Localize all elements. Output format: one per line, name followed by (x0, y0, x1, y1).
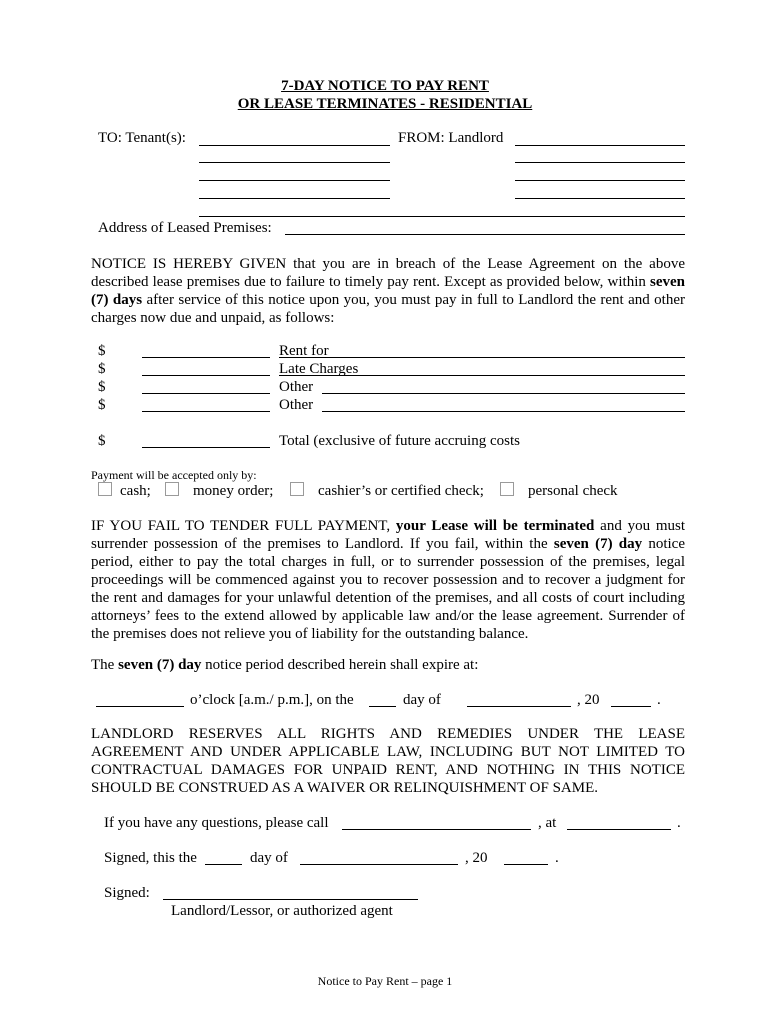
rent-for-field[interactable] (279, 357, 685, 358)
other-description-field-2[interactable] (322, 411, 685, 412)
expiration-year-field[interactable] (611, 706, 651, 707)
other-description-field-1[interactable] (322, 393, 685, 394)
expiration-month-field[interactable] (467, 706, 571, 707)
landlord-field-4[interactable] (515, 198, 685, 199)
questions-label: If you have any questions, please call (104, 815, 329, 831)
personal-check-option-label: personal check (528, 483, 618, 499)
cash-checkbox[interactable] (98, 482, 112, 496)
tenant-name-field-2[interactable] (199, 162, 390, 163)
address-field-line-1[interactable] (199, 216, 685, 217)
expiration-day-of-label: day of (403, 692, 441, 708)
currency-symbol: $ (98, 433, 106, 449)
money-order-option-label: money order; (193, 483, 274, 499)
landlord-field-3[interactable] (515, 180, 685, 181)
cashiers-check-checkbox[interactable] (290, 482, 304, 496)
late-charges-label: Late Charges (279, 361, 359, 377)
page-footer: Notice to Pay Rent – page 1 (317, 974, 453, 988)
currency-symbol: $ (98, 361, 106, 377)
landlord-field-2[interactable] (515, 162, 685, 163)
landlord-field-1[interactable] (515, 145, 685, 146)
address-field-line-2[interactable] (285, 234, 685, 235)
currency-symbol: $ (98, 379, 106, 395)
tenant-name-field-1[interactable] (199, 145, 390, 146)
expiration-time-field[interactable] (96, 706, 184, 707)
payment-methods-label: Payment will be accepted only by: (91, 468, 257, 482)
expiration-statement: The seven (7) day notice period described herein shall expire at: (91, 657, 479, 673)
expiration-period: . (657, 692, 661, 708)
late-charges-amount-field[interactable] (142, 375, 270, 376)
personal-check-checkbox[interactable] (500, 482, 514, 496)
cash-option-label: cash; (120, 483, 151, 499)
total-amount-field[interactable] (142, 447, 270, 448)
signed-date-label: Signed, this the (104, 850, 197, 866)
landlord-reserves-paragraph: LANDLORD RESERVES ALL RIGHTS AND REMEDIES UNDER THE LEASE AGREEMENT AND UNDER APPLICABLE LAW, INCLUDING BUT NOT LIMITED TO CONTRACTUAL DAMAGES FOR UNPAID RENT, AND NOTHING IN THIS NOTICE SHOULD BE CONSTRUED AS A WAIVER OR RELINQUISHMENT OF SAME. (91, 726, 685, 796)
signed-day-field[interactable] (205, 864, 242, 865)
questions-period: . (677, 815, 681, 831)
tenant-name-field-4[interactable] (199, 198, 390, 199)
signed-year-prefix: , 20 (465, 850, 488, 866)
other-amount-field-2[interactable] (142, 411, 270, 412)
from-landlord-label: FROM: Landlord (398, 130, 504, 146)
signature-field[interactable] (163, 899, 418, 900)
questions-at-label: , at (538, 815, 557, 831)
signed-period: . (555, 850, 559, 866)
questions-time-field[interactable] (567, 829, 671, 830)
late-charges-field[interactable] (279, 375, 685, 376)
other-label-2: Other (279, 397, 314, 413)
expiration-year-prefix: , 20 (577, 692, 600, 708)
total-label: Total (exclusive of future accruing costs (279, 433, 520, 449)
notice-title-line2: OR LEASE TERMINATES - RESIDENTIAL (237, 96, 533, 112)
fail-to-pay-paragraph: IF YOU FAIL TO TENDER FULL PAYMENT, your Lease will be terminated and you must surrender possession of the premises to Landlord. If you fail, within the seven (7) day notice period, either to pay the total charges in full, or to surrender possession of the premises, legal proceedings will be commenced against you to recover possession and to recover a judgment for the rent and damages for your unlawful detention of the premises, and all costs of court including attorneys’ fees to the extend allowed by applicable law and/or the lease agreement. Surrender of the premises does not relieve you of liability for the outstanding balance. (91, 518, 685, 642)
oclock-label: o’clock [a.m./ p.m.], on the (190, 692, 354, 708)
notice-paragraph: NOTICE IS HEREBY GIVEN that you are in breach of the Lease Agreement on the above described lease premises due to failure to timely pay rent. Except as provided below, within seven (7) days after service of this notice upon you, you must pay in full to Landlord the rent and other charges now due and unpaid, as follows: (91, 256, 685, 326)
rent-for-label: Rent for (279, 343, 329, 359)
tenant-name-field-3[interactable] (199, 180, 390, 181)
signed-month-field[interactable] (300, 864, 458, 865)
to-tenant-label: TO: Tenant(s): (98, 130, 186, 146)
currency-symbol: $ (98, 343, 106, 359)
other-amount-field-1[interactable] (142, 393, 270, 394)
signed-day-of-label: day of (250, 850, 288, 866)
address-label: Address of Leased Premises: (98, 220, 272, 236)
rent-amount-field[interactable] (142, 357, 270, 358)
questions-phone-field[interactable] (342, 829, 531, 830)
notice-title-line1: 7-DAY NOTICE TO PAY RENT (281, 78, 489, 94)
cashiers-check-option-label: cashier’s or certified check; (318, 483, 484, 499)
signature-label: Signed: (104, 885, 150, 901)
signed-year-field[interactable] (504, 864, 548, 865)
expiration-day-field[interactable] (369, 706, 396, 707)
currency-symbol: $ (98, 397, 106, 413)
money-order-checkbox[interactable] (165, 482, 179, 496)
signature-caption: Landlord/Lessor, or authorized agent (171, 903, 393, 919)
other-label-1: Other (279, 379, 314, 395)
